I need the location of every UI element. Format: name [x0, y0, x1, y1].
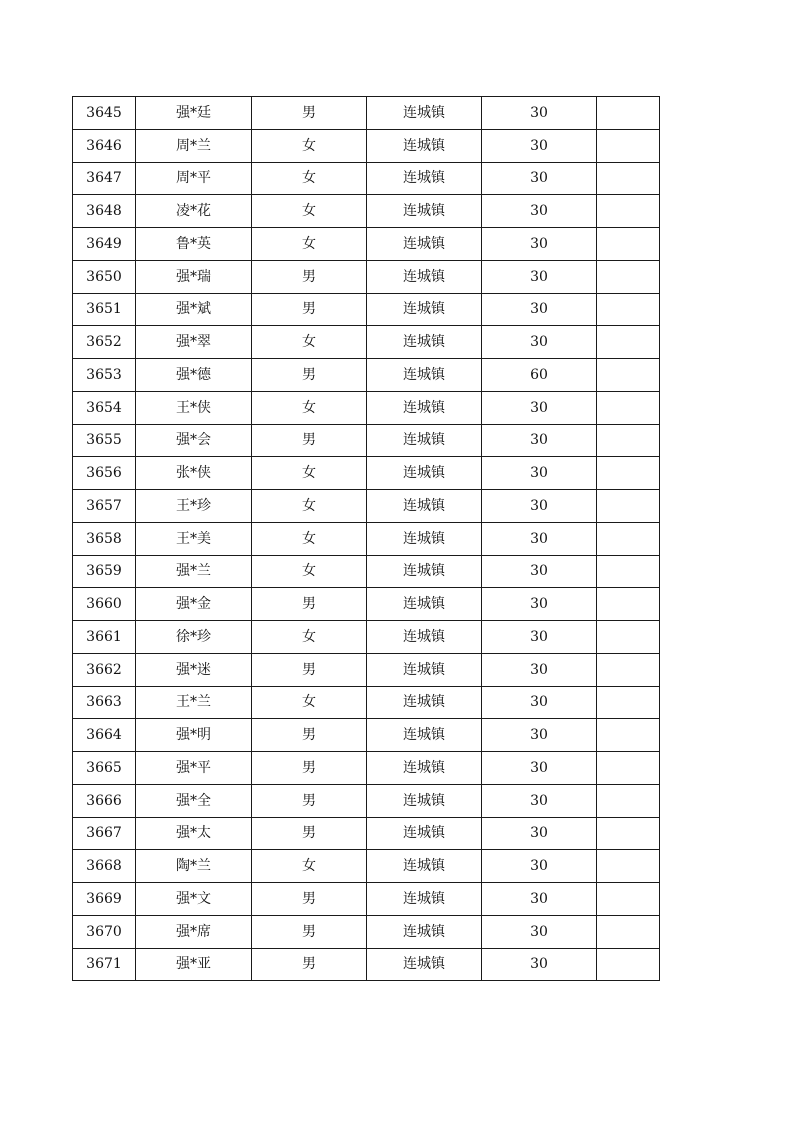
table-row [73, 228, 660, 261]
name-cell: 王*兰 [136, 686, 252, 719]
table-row [73, 588, 660, 621]
table-row [73, 850, 660, 883]
row-number-cell: 3659 [73, 555, 136, 588]
amount-cell: 30 [482, 948, 597, 981]
table-body [73, 97, 660, 981]
name-cell: 张*侠 [136, 457, 252, 490]
gender-cell: 男 [252, 883, 367, 916]
note-cell [597, 228, 660, 261]
gender-cell: 男 [252, 719, 367, 752]
name-cell: 强*全 [136, 784, 252, 817]
row-number-cell: 3660 [73, 588, 136, 621]
table-row [73, 97, 660, 130]
note-cell [597, 719, 660, 752]
name-cell: 王*侠 [136, 391, 252, 424]
gender-cell: 女 [252, 162, 367, 195]
town-cell: 连城镇 [367, 228, 482, 261]
note-cell [597, 522, 660, 555]
name-cell: 陶*兰 [136, 850, 252, 883]
gender-cell: 女 [252, 555, 367, 588]
town-cell: 连城镇 [367, 359, 482, 392]
amount-cell: 30 [482, 686, 597, 719]
gender-cell: 女 [252, 850, 367, 883]
row-number-cell: 3669 [73, 883, 136, 916]
note-cell [597, 915, 660, 948]
table-row [73, 686, 660, 719]
amount-cell: 60 [482, 359, 597, 392]
town-cell: 连城镇 [367, 260, 482, 293]
table-row [73, 293, 660, 326]
row-number-cell: 3670 [73, 915, 136, 948]
table-row [73, 490, 660, 523]
name-cell: 徐*珍 [136, 621, 252, 654]
gender-cell: 女 [252, 391, 367, 424]
town-cell: 连城镇 [367, 915, 482, 948]
note-cell [597, 424, 660, 457]
note-cell [597, 293, 660, 326]
row-number-cell: 3655 [73, 424, 136, 457]
amount-cell: 30 [482, 719, 597, 752]
name-cell: 强*翠 [136, 326, 252, 359]
table-row [73, 522, 660, 555]
table-row [73, 915, 660, 948]
row-number-cell: 3652 [73, 326, 136, 359]
note-cell [597, 359, 660, 392]
name-cell: 强*兰 [136, 555, 252, 588]
town-cell: 连城镇 [367, 293, 482, 326]
town-cell: 连城镇 [367, 129, 482, 162]
gender-cell: 男 [252, 915, 367, 948]
note-cell [597, 752, 660, 785]
note-cell [597, 621, 660, 654]
town-cell: 连城镇 [367, 97, 482, 130]
amount-cell: 30 [482, 129, 597, 162]
row-number-cell: 3663 [73, 686, 136, 719]
amount-cell: 30 [482, 391, 597, 424]
town-cell: 连城镇 [367, 686, 482, 719]
table-row [73, 326, 660, 359]
table-row [73, 424, 660, 457]
row-number-cell: 3654 [73, 391, 136, 424]
amount-cell: 30 [482, 555, 597, 588]
town-cell: 连城镇 [367, 817, 482, 850]
gender-cell: 男 [252, 588, 367, 621]
row-number-cell: 3666 [73, 784, 136, 817]
row-number-cell: 3668 [73, 850, 136, 883]
gender-cell: 女 [252, 129, 367, 162]
note-cell [597, 686, 660, 719]
name-cell: 强*瑞 [136, 260, 252, 293]
table-row [73, 784, 660, 817]
note-cell [597, 129, 660, 162]
note-cell [597, 391, 660, 424]
town-cell: 连城镇 [367, 883, 482, 916]
table-row [73, 162, 660, 195]
amount-cell: 30 [482, 424, 597, 457]
town-cell: 连城镇 [367, 195, 482, 228]
row-number-cell: 3648 [73, 195, 136, 228]
gender-cell: 男 [252, 784, 367, 817]
name-cell: 周*兰 [136, 129, 252, 162]
gender-cell: 男 [252, 359, 367, 392]
town-cell: 连城镇 [367, 522, 482, 555]
amount-cell: 30 [482, 228, 597, 261]
gender-cell: 男 [252, 260, 367, 293]
amount-cell: 30 [482, 850, 597, 883]
name-cell: 王*珍 [136, 490, 252, 523]
note-cell [597, 784, 660, 817]
note-cell [597, 948, 660, 981]
amount-cell: 30 [482, 490, 597, 523]
town-cell: 连城镇 [367, 621, 482, 654]
name-cell: 强*廷 [136, 97, 252, 130]
town-cell: 连城镇 [367, 162, 482, 195]
gender-cell: 男 [252, 424, 367, 457]
name-cell: 凌*花 [136, 195, 252, 228]
name-cell: 强*会 [136, 424, 252, 457]
table-row [73, 621, 660, 654]
record-table [72, 96, 660, 981]
town-cell: 连城镇 [367, 719, 482, 752]
table-row [73, 555, 660, 588]
town-cell: 连城镇 [367, 555, 482, 588]
name-cell: 强*文 [136, 883, 252, 916]
note-cell [597, 588, 660, 621]
amount-cell: 30 [482, 588, 597, 621]
table-row [73, 195, 660, 228]
row-number-cell: 3664 [73, 719, 136, 752]
name-cell: 强*太 [136, 817, 252, 850]
row-number-cell: 3650 [73, 260, 136, 293]
gender-cell: 女 [252, 621, 367, 654]
note-cell [597, 490, 660, 523]
note-cell [597, 817, 660, 850]
name-cell: 王*美 [136, 522, 252, 555]
name-cell: 强*平 [136, 752, 252, 785]
note-cell [597, 326, 660, 359]
table-row [73, 129, 660, 162]
town-cell: 连城镇 [367, 457, 482, 490]
row-number-cell: 3647 [73, 162, 136, 195]
gender-cell: 男 [252, 293, 367, 326]
town-cell: 连城镇 [367, 391, 482, 424]
town-cell: 连城镇 [367, 424, 482, 457]
table-row [73, 359, 660, 392]
gender-cell: 女 [252, 195, 367, 228]
note-cell [597, 457, 660, 490]
amount-cell: 30 [482, 883, 597, 916]
table-row [73, 752, 660, 785]
note-cell [597, 162, 660, 195]
amount-cell: 30 [482, 784, 597, 817]
row-number-cell: 3662 [73, 653, 136, 686]
table-row [73, 260, 660, 293]
name-cell: 强*德 [136, 359, 252, 392]
row-number-cell: 3653 [73, 359, 136, 392]
table-row [73, 653, 660, 686]
amount-cell: 30 [482, 457, 597, 490]
note-cell [597, 850, 660, 883]
row-number-cell: 3671 [73, 948, 136, 981]
gender-cell: 女 [252, 522, 367, 555]
town-cell: 连城镇 [367, 490, 482, 523]
gender-cell: 男 [252, 817, 367, 850]
town-cell: 连城镇 [367, 784, 482, 817]
table-row [73, 817, 660, 850]
gender-cell: 女 [252, 326, 367, 359]
table-row [73, 883, 660, 916]
town-cell: 连城镇 [367, 948, 482, 981]
gender-cell: 男 [252, 97, 367, 130]
town-cell: 连城镇 [367, 850, 482, 883]
name-cell: 周*平 [136, 162, 252, 195]
gender-cell: 女 [252, 686, 367, 719]
town-cell: 连城镇 [367, 752, 482, 785]
row-number-cell: 3667 [73, 817, 136, 850]
name-cell: 强*斌 [136, 293, 252, 326]
amount-cell: 30 [482, 621, 597, 654]
amount-cell: 30 [482, 817, 597, 850]
amount-cell: 30 [482, 752, 597, 785]
amount-cell: 30 [482, 326, 597, 359]
gender-cell: 男 [252, 653, 367, 686]
town-cell: 连城镇 [367, 588, 482, 621]
amount-cell: 30 [482, 293, 597, 326]
town-cell: 连城镇 [367, 653, 482, 686]
note-cell [597, 653, 660, 686]
note-cell [597, 260, 660, 293]
note-cell [597, 883, 660, 916]
table-row [73, 457, 660, 490]
name-cell: 强*迷 [136, 653, 252, 686]
table-row [73, 719, 660, 752]
table-row [73, 391, 660, 424]
row-number-cell: 3645 [73, 97, 136, 130]
amount-cell: 30 [482, 97, 597, 130]
row-number-cell: 3658 [73, 522, 136, 555]
name-cell: 鲁*英 [136, 228, 252, 261]
row-number-cell: 3646 [73, 129, 136, 162]
amount-cell: 30 [482, 195, 597, 228]
row-number-cell: 3649 [73, 228, 136, 261]
gender-cell: 女 [252, 457, 367, 490]
amount-cell: 30 [482, 915, 597, 948]
amount-cell: 30 [482, 653, 597, 686]
gender-cell: 女 [252, 490, 367, 523]
row-number-cell: 3661 [73, 621, 136, 654]
row-number-cell: 3651 [73, 293, 136, 326]
gender-cell: 男 [252, 752, 367, 785]
row-number-cell: 3656 [73, 457, 136, 490]
name-cell: 强*金 [136, 588, 252, 621]
row-number-cell: 3657 [73, 490, 136, 523]
name-cell: 强*明 [136, 719, 252, 752]
table-row [73, 948, 660, 981]
name-cell: 强*席 [136, 915, 252, 948]
gender-cell: 男 [252, 948, 367, 981]
note-cell [597, 97, 660, 130]
note-cell [597, 195, 660, 228]
note-cell [597, 555, 660, 588]
amount-cell: 30 [482, 260, 597, 293]
amount-cell: 30 [482, 522, 597, 555]
amount-cell: 30 [482, 162, 597, 195]
gender-cell: 女 [252, 228, 367, 261]
name-cell: 强*亚 [136, 948, 252, 981]
town-cell: 连城镇 [367, 326, 482, 359]
row-number-cell: 3665 [73, 752, 136, 785]
